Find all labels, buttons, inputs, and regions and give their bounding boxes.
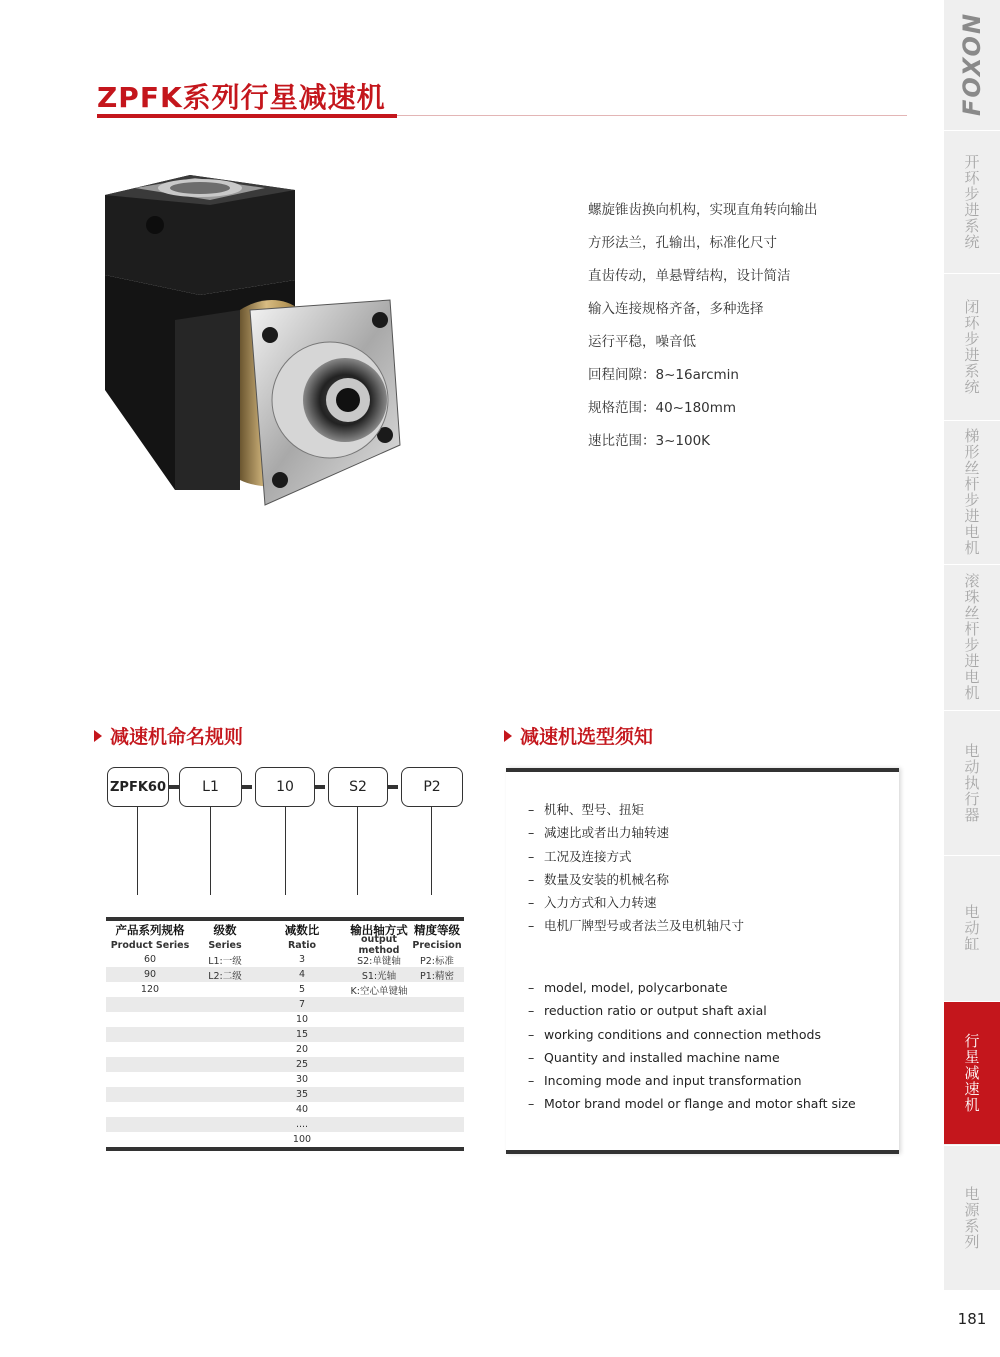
list-item-text: working conditions and connection methods: [544, 1026, 821, 1042]
naming-rules-heading-text: 减速机命名规则: [110, 726, 244, 748]
list-item: – 工况及连接方式: [528, 848, 632, 864]
table-cell: P1:精密: [420, 970, 454, 982]
list-item: – 机种、型号、扭矩: [528, 802, 645, 817]
table-row: [106, 952, 464, 967]
table-row: [106, 1012, 464, 1027]
feature-item: 方形法兰，孔输出，标准化尺寸: [588, 235, 777, 251]
feature-item: 直齿传动，单悬臂结构，设计简洁: [588, 268, 791, 284]
table-row: [106, 1057, 464, 1072]
list-item-text: model, model, polycarbonate: [544, 980, 728, 995]
gearbox-product-image: [100, 160, 420, 520]
list-item: – Motor brand model or flange and motor shaft size: [528, 1096, 856, 1112]
table-cell: L1:一级: [208, 955, 242, 967]
table-header-cell: 级数: [213, 922, 237, 937]
feature-item: 螺旋锥齿换向机构，实现直角转向输出: [588, 202, 818, 218]
list-item: – 数量及安装的机械名称: [528, 871, 670, 887]
sidebar-item-open-loop-stepper[interactable]: [944, 130, 1000, 272]
list-item-text: 数量及安装的机械名称: [544, 871, 670, 887]
sidebar-item-power-supply[interactable]: [944, 1145, 1000, 1290]
feature-item: 回程间隙：8~16arcmin: [588, 367, 739, 383]
sidebar-item-electric-cylinder[interactable]: [944, 855, 1000, 1000]
list-item: – 入力方式和入力转速: [528, 895, 657, 911]
selection-list-cn: [528, 801, 744, 941]
table-subheader-cell: output method: [358, 934, 400, 956]
connector-line: [210, 807, 211, 895]
list-item: – model, model, polycarbonate: [528, 980, 728, 995]
naming-box-series: ZPFK60: [107, 767, 169, 807]
table-bottom-rule: [106, 1147, 464, 1151]
table-header-cell: 输出轴方式: [350, 922, 408, 937]
connector-line: [285, 807, 286, 895]
naming-dash: [169, 785, 179, 789]
feature-item: 输入连接规格齐备，多种选择: [588, 301, 764, 317]
sidebar-item-label: 梯形丝杆步进电机: [962, 428, 981, 556]
sidebar-item-label: 开环步进系统: [962, 153, 981, 250]
title-rule: [397, 115, 907, 116]
table-header-cell: 减数比: [284, 922, 320, 937]
naming-box-stage: L1: [179, 767, 242, 807]
naming-dash: [242, 785, 252, 789]
page-title: ZPFK系列行星减速机: [97, 81, 386, 114]
table-cell: 3: [298, 954, 306, 965]
naming-rules-heading: [94, 722, 243, 749]
table-header-cell: 产品系列规格: [115, 922, 185, 937]
selection-notes-heading-text: 减速机选型须知: [520, 726, 654, 748]
table-cell: S2:单键轴: [357, 955, 401, 967]
table-cell: K:空心单键轴: [350, 985, 408, 997]
sidebar-item-label: 闭环步进系统: [962, 298, 981, 395]
table-row: [106, 1117, 464, 1132]
table-cell: 100: [292, 1134, 312, 1145]
list-item-text: 电机厂牌型号或者法兰及电机轴尺寸: [544, 918, 745, 934]
table-row: [106, 1072, 464, 1087]
list-item-text: 机种、型号、扭矩: [544, 802, 645, 817]
table-cell: 10: [295, 1014, 309, 1025]
table-row: [106, 1042, 464, 1057]
list-item-text: Quantity and installed machine name: [544, 1049, 780, 1065]
table-subheader-row: [106, 934, 464, 956]
table-cell: 60: [143, 954, 157, 965]
table-row: [106, 997, 464, 1012]
table-body: [106, 952, 464, 1147]
table-cell: L2:二级: [208, 970, 242, 982]
feature-item: 运行平稳，噪音低: [588, 334, 696, 350]
naming-dash: [315, 785, 325, 789]
table-cell: 7: [298, 999, 306, 1010]
list-item-text: 入力方式和入力转速: [544, 895, 657, 911]
list-item-text: 工况及连接方式: [544, 848, 632, 864]
table-row: [106, 1102, 464, 1117]
table-cell: S1:光轴: [361, 970, 397, 982]
sidebar-item-label: 行星减速机: [962, 1033, 981, 1113]
table-cell: P2:标准: [420, 955, 454, 967]
sidebar-item-label: 电源系列: [962, 1186, 981, 1250]
table-subheader-cell: Ratio: [287, 939, 317, 951]
table-cell: 120: [140, 984, 160, 995]
list-item-text: Motor brand model or flange and motor shaft size: [544, 1096, 856, 1112]
sidebar-item-label: 滚珠丝杆步进电机: [962, 573, 981, 701]
connector-line: [357, 807, 358, 895]
selection-notes-heading: [504, 722, 653, 749]
connector-line: [431, 807, 432, 895]
table-cell: 5: [298, 984, 306, 995]
naming-dash: [388, 785, 398, 789]
triangle-arrow-icon: [504, 730, 512, 742]
table-cell: 90: [143, 969, 157, 980]
page-number: 181: [957, 1310, 987, 1328]
list-item: – 电机厂牌型号或者法兰及电机轴尺寸: [528, 918, 745, 934]
selection-list-en: [528, 979, 856, 1119]
table-cell: 15: [295, 1029, 309, 1040]
table-cell: 4: [298, 969, 306, 980]
triangle-arrow-icon: [94, 730, 102, 742]
table-subheader-cell: Precision: [412, 939, 462, 951]
list-item: – reduction ratio or output shaft axial: [528, 1003, 767, 1019]
list-item: – Quantity and installed machine name: [528, 1049, 780, 1065]
brand-logo: [944, 0, 1000, 128]
feature-item: 速比范围：3~100K: [588, 433, 711, 449]
sidebar-item-closed-loop-stepper[interactable]: [944, 273, 1000, 419]
table-header-row: [106, 921, 464, 938]
list-item-text: reduction ratio or output shaft axial: [544, 1003, 767, 1019]
naming-table: [106, 917, 464, 1151]
table-subheader-cell: Product Series: [110, 939, 190, 951]
table-row: [106, 1087, 464, 1102]
list-item-text: 减速比或者出力轴转速: [544, 825, 670, 841]
feature-item: 规格范围：40~180mm: [588, 400, 737, 416]
sidebar-item-electric-actuator[interactable]: [944, 710, 1000, 854]
sidebar-item-label: 电动执行器: [962, 742, 981, 823]
table-cell: 40: [295, 1104, 309, 1115]
table-cell: ....: [295, 1119, 309, 1130]
table-cell: 20: [295, 1044, 309, 1055]
list-item: – working conditions and connection methods: [528, 1026, 821, 1042]
sidebar-item-trapezoidal-screw-motor[interactable]: [944, 420, 1000, 563]
table-header-cell: 精度等级: [414, 922, 460, 937]
table-cell: 25: [295, 1059, 309, 1070]
table-cell: 35: [295, 1089, 309, 1100]
naming-box-precision: P2: [401, 767, 463, 807]
naming-box-ratio: 10: [255, 767, 315, 807]
list-item-text: Incoming mode and input transformation: [544, 1073, 802, 1089]
sidebar-item-ball-screw-motor[interactable]: [944, 564, 1000, 709]
table-row: [106, 967, 464, 982]
feature-list: [588, 200, 818, 464]
table-row: [106, 982, 464, 997]
sidebar-item-planetary-reducer[interactable]: [944, 1001, 1000, 1144]
table-row: [106, 1132, 464, 1147]
naming-box-output: S2: [328, 767, 388, 807]
logo-text: FOXON: [958, 11, 987, 117]
connector-line: [137, 807, 138, 895]
table-subheader-cell: Series: [208, 939, 242, 951]
table-row: [106, 1027, 464, 1042]
list-item: – Incoming mode and input transformation: [528, 1073, 802, 1089]
table-cell: 30: [295, 1074, 309, 1085]
sidebar-item-label: 电动缸: [962, 904, 981, 952]
list-item: – 减速比或者出力轴转速: [528, 825, 670, 841]
title-underline: [97, 114, 397, 118]
